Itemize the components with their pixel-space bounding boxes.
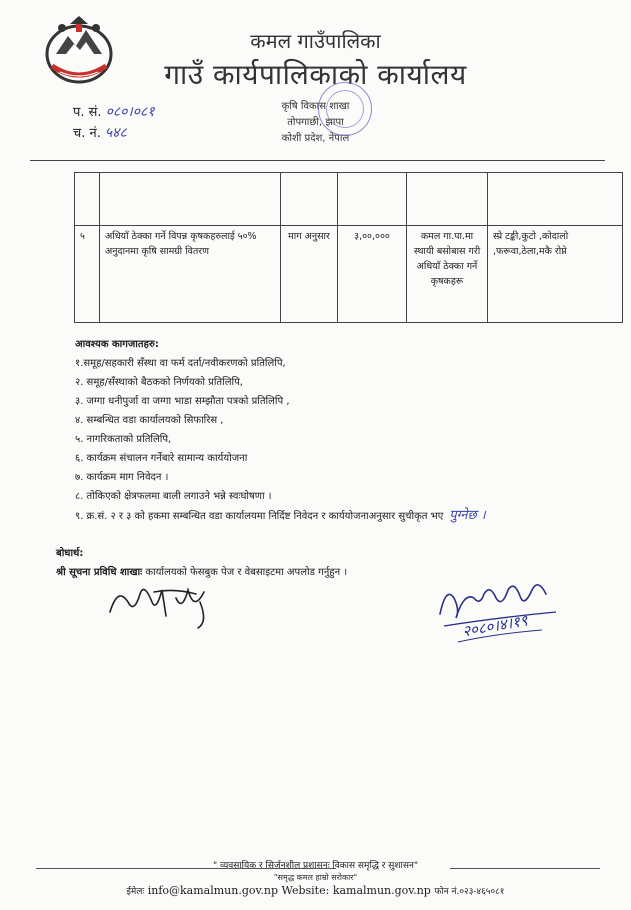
table-row-empty — [75, 173, 623, 226]
website-link[interactable]: kamalmun.gov.np — [332, 884, 431, 897]
phone-number: ०२३-४६५०८१ — [459, 887, 505, 897]
document-item: ३. जग्गा धनीपुर्जा वा जग्गा भाडा सम्झौता पत्रको प्रतिलिपि , — [75, 396, 290, 407]
footer-rule-right — [450, 868, 600, 869]
footer-contact — [0, 884, 631, 897]
cn-label: च. नं. — [73, 126, 101, 141]
office-stamp-inner — [326, 90, 364, 128]
document-item: ५. नागरिकताको प्रतिलिपि, — [75, 434, 172, 445]
document-item: ७. कार्यक्रम माग निवेदन । — [75, 472, 169, 483]
office-location: तोपगाछी, झापा — [287, 117, 344, 128]
required-documents — [75, 335, 615, 526]
signature-date: २०८०।४।१९ — [460, 611, 530, 641]
ps-label: प. सं. — [73, 105, 102, 120]
footer-rule-left — [36, 868, 336, 869]
right-signature — [434, 568, 564, 658]
document-item: ४. सम्बन्धित वडा कार्यालयको सिफारिस , — [75, 415, 224, 426]
municipality-name: कमल गाउँपालिका — [250, 29, 381, 53]
handwritten-note: पुग्नेछ । — [449, 508, 486, 523]
reference-ps — [73, 102, 155, 121]
document-item-last — [75, 506, 615, 526]
row-description: अधियाँ ठेक्का गर्ने विपन्न कृषकहरुलाई ५०% अनुदानमा कृषि सामग्री वितरण — [100, 226, 281, 323]
cn-value: ५४८ — [104, 125, 127, 141]
website-label: Website: — [281, 884, 330, 897]
row-number: ५ — [75, 226, 100, 323]
branch-name: कृषि विकास शाखा — [281, 101, 350, 112]
row-items: स्प्रे टङ्की,कुटो ,कोदालो ,फरूवा,ठेला,मकै रोप्ने — [488, 226, 623, 323]
documents-heading: आवश्यक कागजातहरु: — [75, 339, 159, 350]
email-label: ईमेलः — [126, 887, 145, 897]
header-divider — [30, 160, 605, 161]
office-title: गाउँ कार्यपालिकाको कार्यालय — [164, 58, 467, 91]
program-table — [74, 172, 623, 323]
document-item: ६. कार्यक्रम संचालन गर्नेबारे सामान्य कार्ययोजना — [75, 453, 248, 464]
note-text: कार्यालयको फेसबुक पेज र वेबसाइटमा अपलोड गर्नुहुन । — [145, 567, 348, 578]
note-recipient: श्री सूचना प्रविधि शाखाः — [56, 567, 143, 578]
document-item: ८. तोकिएको क्षेत्रफलमा बाली लगाउने भन्ने स्वःघोषणा । — [75, 491, 272, 502]
document-item: २. समूह/सँस्थाको बैठकको निर्णयको प्रतिलिपि, — [75, 377, 243, 388]
table-row — [75, 226, 623, 323]
reference-cn — [73, 123, 127, 142]
document-item: १.समूह/सहकारी सँस्था वा फर्म दर्ता/नवीकरणको प्रतिलिपि, — [75, 358, 286, 369]
footer-submotto: "समृद्ध कमल हाम्रो सरोकार" — [273, 873, 358, 882]
footer-motto: " व्यवसायिक र सिर्जनशील प्रशासनः विकास समृद्धि र सुशासन" — [212, 861, 419, 871]
document-item: ९. क्र.सं. २ र ३ को हकमा सम्बन्धित वडा कार्यालयमा निर्दिष्ट निवेदन र कार्ययोजनाअनुसार सुचीकृत भए — [75, 511, 444, 522]
row-beneficiary: कमल गा.पा.मा स्थायी बसोबास गरी अधियाँ ठेक्का गर्ने कृषकहरू — [407, 226, 488, 323]
left-signature — [104, 572, 224, 632]
province-name: कोशी प्रदेश, नेपाल — [281, 133, 350, 144]
row-amount: ३,००,००० — [338, 226, 407, 323]
row-unit: माग अनुसार — [281, 226, 338, 323]
phone-label: फोन नं. — [434, 887, 460, 897]
email-link[interactable]: info@kamalmun.gov.np — [147, 884, 279, 897]
note-heading: बोधार्थ: — [56, 548, 84, 559]
ps-value: ०८०।०८१ — [105, 104, 155, 120]
